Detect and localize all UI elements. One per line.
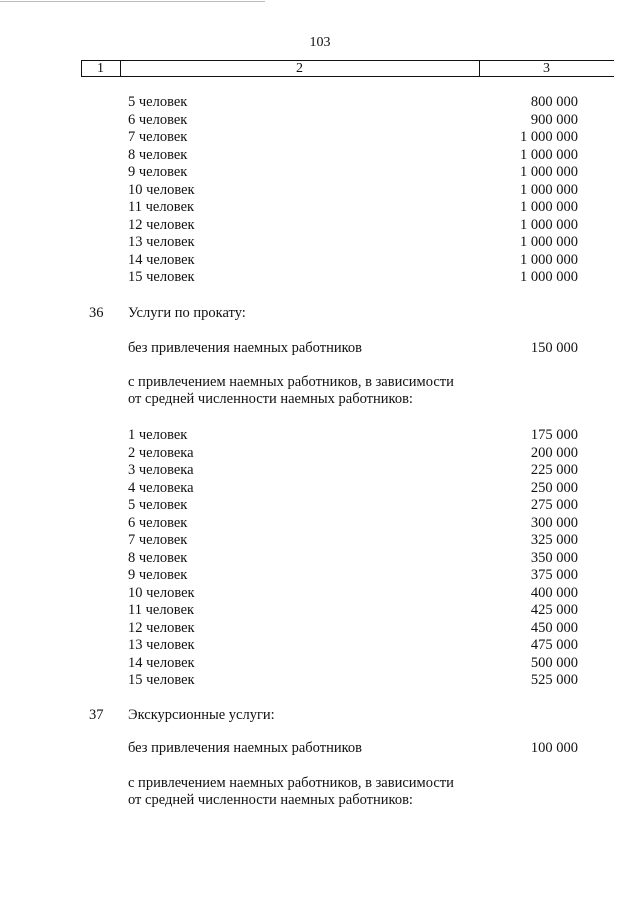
top-rule: [0, 1, 265, 2]
row-label: 7 человек: [128, 532, 188, 548]
row-label: 4 человека: [128, 479, 194, 496]
row-label: 1 человек: [128, 427, 188, 443]
row-value: 325 000: [530, 532, 578, 548]
section-number: 37: [89, 707, 104, 723]
row-value: 500 000: [530, 654, 578, 671]
row-value: 450 000: [530, 619, 578, 636]
row-label: 10 человек: [128, 584, 195, 601]
row-value: 1 000 000: [520, 251, 578, 268]
row-label: 6 человек: [128, 111, 188, 128]
row-label: 3 человека: [128, 462, 194, 478]
row-label: 11 человек: [128, 602, 195, 618]
row-label: 10 человек: [128, 181, 195, 198]
row-value: 1 000 000: [520, 164, 578, 180]
row-value: 475 000: [530, 637, 578, 653]
column-header-row: [81, 60, 614, 77]
row-label: 9 человек: [128, 164, 188, 180]
column-header-2: 2: [296, 61, 303, 76]
row-value: 1 000 000: [520, 199, 578, 215]
section-title: Экскурсионные услуги:: [128, 707, 275, 723]
row-value: 1 000 000: [520, 146, 578, 163]
row-value: 300 000: [530, 514, 578, 531]
column-header-3: 3: [543, 61, 550, 76]
row-value: 375 000: [530, 567, 578, 583]
row-label: 5 человек: [128, 497, 188, 513]
row-value: 900 000: [530, 111, 578, 128]
row-value: 800 000: [530, 94, 578, 110]
row-label: 13 человек: [128, 637, 195, 653]
row-label: 15 человек: [128, 672, 195, 688]
row-label: 5 человек: [128, 94, 188, 110]
row-label: 8 человек: [128, 549, 188, 566]
row-value: 250 000: [530, 479, 578, 496]
row-value: 350 000: [530, 549, 578, 566]
row-label: 7 человек: [128, 129, 188, 145]
row-label: 14 человек: [128, 251, 195, 268]
column-header-1: 1: [97, 61, 104, 76]
row-value: 1 000 000: [520, 269, 578, 285]
no-hired-label: без привлечения наемных работников: [128, 740, 362, 756]
row-value: 200 000: [530, 444, 578, 461]
row-label: 8 человек: [128, 146, 188, 163]
row-value: 175 000: [530, 427, 578, 443]
no-hired-value: 100 000: [530, 740, 578, 756]
with-hired-text: от средней численности наемных работников:: [128, 792, 413, 808]
with-hired-text: от средней численности наемных работников:: [128, 391, 413, 407]
with-hired-text: с привлечением наемных работников, в зависимости: [128, 775, 454, 791]
no-hired-label: без привлечения наемных работников: [128, 340, 362, 356]
no-hired-value: 150 000: [530, 340, 578, 356]
row-value: 1 000 000: [520, 181, 578, 198]
row-label: 6 человек: [128, 514, 188, 531]
with-hired-text: с привлечением наемных работников, в зависимости: [128, 374, 454, 390]
page-number: 103: [309, 35, 331, 50]
row-value: 1 000 000: [520, 216, 578, 233]
row-label: 12 человек: [128, 619, 195, 636]
row-value: 425 000: [530, 602, 578, 618]
section-number: 36: [89, 305, 104, 321]
section-title: Услуги по прокату:: [128, 305, 246, 321]
row-value: 275 000: [530, 497, 578, 513]
row-label: 2 человека: [128, 444, 194, 461]
row-value: 1 000 000: [520, 234, 578, 250]
row-value: 400 000: [530, 584, 578, 601]
row-label: 15 человек: [128, 269, 195, 285]
row-value: 225 000: [530, 462, 578, 478]
row-label: 9 человек: [128, 567, 188, 583]
row-value: 525 000: [530, 672, 578, 688]
row-label: 11 человек: [128, 199, 195, 215]
row-label: 12 человек: [128, 216, 195, 233]
row-value: 1 000 000: [520, 129, 578, 145]
row-label: 13 человек: [128, 234, 195, 250]
row-label: 14 человек: [128, 654, 195, 671]
